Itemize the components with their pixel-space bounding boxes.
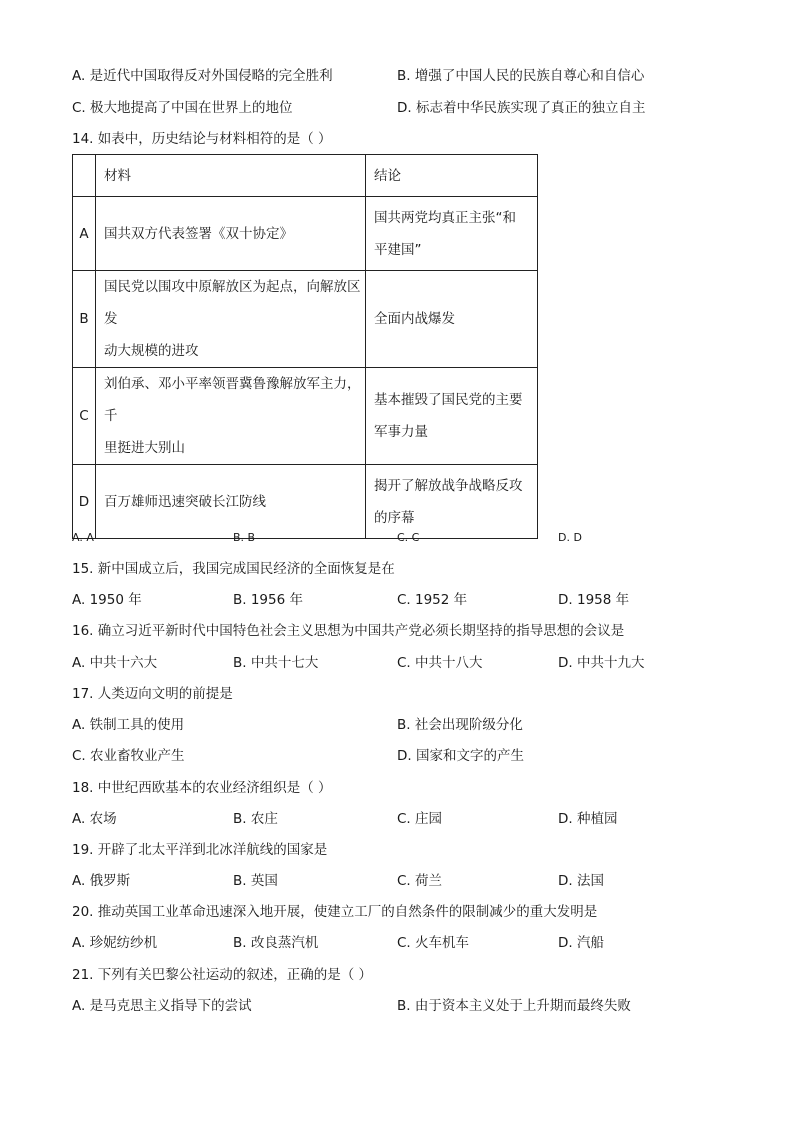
row-conclusion-line: 国共两党均真正主张“和 [374,209,516,226]
row-material-line: 动大规模的进攻 [104,343,199,359]
q17-option-b: B. 社会出现阶级分化 [397,717,523,733]
q13-option-d: D. 标志着中华民族实现了真正的独立自主 [397,100,646,116]
q21-option-a: A. 是马克思主义指导下的尝试 [72,998,252,1014]
q19-option-a: A. 俄罗斯 [72,873,131,889]
q16-option-d: D. 中共十九大 [558,655,645,671]
row-material [96,465,366,539]
q15-option-a: A. 1950 年 [72,592,142,608]
q15-stem: 15. 新中国成立后，我国完成国民经济的全面恢复是在 [72,561,395,577]
row-conclusion [366,197,538,271]
table-header-material: 材料 [96,155,366,197]
q17-option-a: A. 铁制工具的使用 [72,717,185,733]
row-conclusion [366,271,538,368]
row-conclusion-line: 平建国” [374,241,422,258]
q14-stem: 14. 如表中，历史结论与材料相符的是（ ） [72,131,332,147]
row-conclusion [366,465,538,539]
row-material-line: 国共双方代表签署《双十协定》 [104,225,293,242]
q16-option-c: C. 中共十八大 [397,655,483,671]
q16-option-b: B. 中共十七大 [233,655,319,671]
table-row [73,465,538,539]
q18-option-a: A. 农场 [72,811,117,827]
row-material-line: 刘伯承、邓小平率领晋冀鲁豫解放军主力，千 [104,376,361,424]
q15-option-b: B. 1956 年 [233,592,303,608]
table-row [73,197,538,271]
row-material-line: 百万雄师迅速突破长江防线 [104,493,266,510]
row-label: A [73,197,96,271]
row-material-line: 里挺进大别山 [104,440,185,456]
q20-option-b: B. 改良蒸汽机 [233,935,319,951]
row-label: C [73,368,96,465]
q16-stem: 16. 确立习近平新时代中国特色社会主义思想为中国共产党必须长期坚持的指导思想的会议是 [72,623,625,639]
row-conclusion [366,368,538,465]
row-material-line: 国民党以围攻中原解放区为起点，向解放区发 [104,279,361,327]
q13-option-b: B. 增强了中国人民的民族自尊心和自信心 [397,68,645,84]
q18-option-d: D. 种植园 [558,811,618,827]
q13-option-a: A. 是近代中国取得反对外国侵略的完全胜利 [72,68,333,84]
q19-stem: 19. 开辟了北太平洋到北冰洋航线的国家是 [72,842,328,858]
table-row [73,271,538,368]
q15-option-d: D. 1958 年 [558,592,630,608]
q20-option-a: A. 珍妮纺纱机 [72,935,158,951]
q19-option-d: D. 法国 [558,873,604,889]
q20-option-c: C. 火车机车 [397,935,470,951]
q20-stem: 20. 推动英国工业革命迅速深入地开展，使建立工厂的自然条件的限制减少的重大发明是 [72,904,598,920]
q14-option-a: A. A [72,531,94,544]
q14-option-c: C. C [397,531,420,544]
row-material [96,197,366,271]
table-row [73,368,538,465]
table-header-conclusion: 结论 [366,155,538,197]
q16-option-a: A. 中共十六大 [72,655,158,671]
q17-stem: 17. 人类迈向文明的前提是 [72,686,233,702]
q21-option-b: B. 由于资本主义处于上升期而最终失败 [397,998,631,1014]
row-material [96,368,366,465]
q20-option-d: D. 汽船 [558,935,604,951]
q17-option-d: D. 国家和文字的产生 [397,748,524,764]
q19-option-b: B. 英国 [233,873,278,889]
q18-stem: 18. 中世纪西欧基本的农业经济组织是（ ） [72,780,332,796]
row-conclusion-line: 的序幕 [374,509,415,526]
row-material [96,271,366,368]
table-header-label [73,155,96,197]
q14-option-d: D. D [558,531,582,544]
q18-option-c: C. 庄园 [397,811,443,827]
q18-option-b: B. 农庄 [233,811,278,827]
q13-option-c: C. 极大地提高了中国在世界上的地位 [72,100,293,116]
q19-option-c: C. 荷兰 [397,873,443,889]
row-conclusion-line: 基本摧毁了国民党的主要 [374,392,523,408]
table-header-row [73,155,538,197]
row-conclusion-line: 军事力量 [374,424,428,440]
row-label: D [73,465,96,539]
row-label: B [73,271,96,368]
q17-option-c: C. 农业畜牧业产生 [72,748,185,764]
q14-option-b: B. B [233,531,256,544]
q15-option-c: C. 1952 年 [397,592,468,608]
row-conclusion-line: 全面内战爆发 [374,311,455,327]
row-conclusion-line: 揭开了解放战争战略反攻 [374,477,523,494]
q14-table [72,154,538,539]
q21-stem: 21. 下列有关巴黎公社运动的叙述，正确的是（ ） [72,967,373,983]
